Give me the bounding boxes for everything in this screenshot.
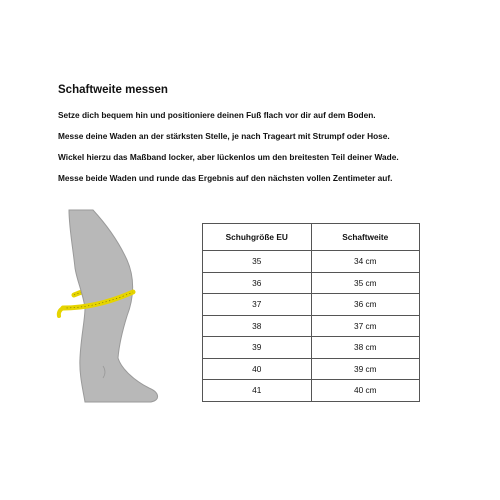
shaft-width-cell: 34 cm: [311, 251, 420, 273]
shoe-size-cell: 38: [203, 315, 312, 337]
shoe-size-cell: 39: [203, 337, 312, 359]
instruction-line: Wickel hierzu das Maßband locker, aber lückenlos um den breitesten Teil deiner Wade.: [58, 152, 399, 162]
shaft-width-cell: 35 cm: [311, 272, 420, 294]
shoe-size-cell: 35: [203, 251, 312, 273]
shaft-width-cell: 37 cm: [311, 315, 420, 337]
shoe-size-cell: 40: [203, 358, 312, 380]
shoe-size-cell: 41: [203, 380, 312, 402]
table-row: [203, 358, 420, 380]
shaft-width-cell: 40 cm: [311, 380, 420, 402]
shaft-width-cell: 39 cm: [311, 358, 420, 380]
table-row: [203, 380, 420, 402]
leg-measurement-illustration: [55, 208, 165, 408]
size-table: [202, 223, 420, 402]
table-row: [203, 337, 420, 359]
shaft-width-cell: 38 cm: [311, 337, 420, 359]
shoe-size-cell: 36: [203, 272, 312, 294]
instruction-line: Setze dich bequem hin und positioniere deinen Fuß flach vor dir auf dem Boden.: [58, 110, 376, 120]
table-row: [203, 294, 420, 316]
column-header-shoe-size: Schuhgröße EU: [203, 224, 312, 251]
column-header-shaft-width: Schaftweite: [311, 224, 420, 251]
table-row: [203, 315, 420, 337]
page-title: Schaftweite messen: [58, 84, 168, 96]
shoe-size-cell: 37: [203, 294, 312, 316]
table-row: [203, 251, 420, 273]
table-row: [203, 272, 420, 294]
shaft-width-cell: 36 cm: [311, 294, 420, 316]
table-header-row: [203, 224, 420, 251]
instruction-line: Messe deine Waden an der stärksten Stelle, je nach Trageart mit Strumpf oder Hose.: [58, 131, 390, 141]
instruction-line: Messe beide Waden und runde das Ergebnis auf den nächsten vollen Zentimeter auf.: [58, 173, 393, 183]
measuring-tape-end: [59, 308, 63, 316]
